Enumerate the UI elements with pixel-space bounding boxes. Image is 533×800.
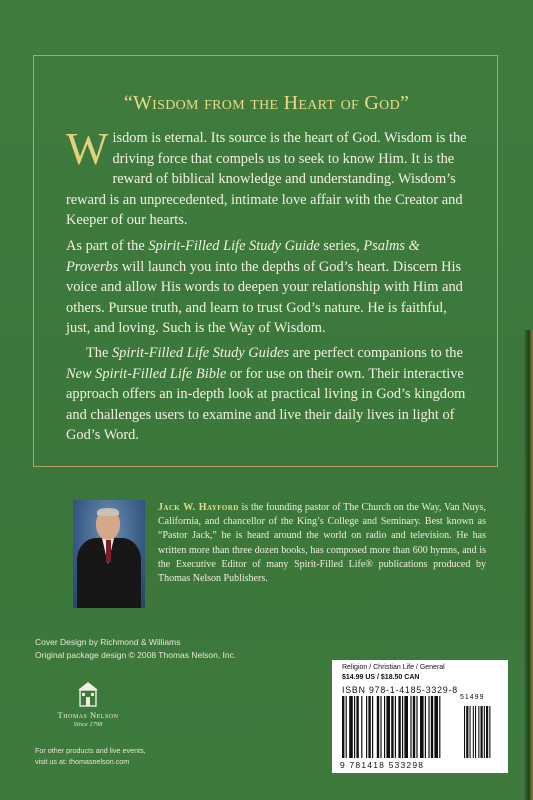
barcode-addon-number: 51499 <box>460 694 485 701</box>
quote-title: “Wisdom from the Heart of God” <box>123 92 410 114</box>
author-photo <box>73 500 145 608</box>
barcode-box <box>332 660 508 773</box>
isbn: ISBN 978-1-4185-3329-8 <box>342 685 458 695</box>
publisher-logo <box>46 681 130 728</box>
paragraph-intro: Wisdom is eternal. Its source is the heart of God. Wisdom is the driving force that compels us to seek to know Him. It is the reward of biblical knowledge and understanding. Wisdom’s reward is an unprecedented, intimate love affair with the Creator and Keeper of our hearts. <box>66 124 467 228</box>
barcode-bars <box>342 696 500 760</box>
book-category: Religion / Christian Life / General <box>342 664 445 671</box>
paragraph-series: As part of the Spirit-Filled Life Study Guide series, Psalms & Proverbs will launch you into the depths of God’s heart. Discern His voice and allow His words to deepen your relationship with Him and others. Pursue truth, and learn to trust God’s nature. He is faithful, just, and loving. Such is the Way of Wisdom. <box>66 238 463 336</box>
design-credits: Cover Design by Richmond & Williams Original package design © 2008 Thomas Nelson, Inc. <box>35 637 237 660</box>
drop-cap: W <box>66 124 109 174</box>
publisher-name: Thomas Nelson <box>57 710 119 720</box>
ean-number: 9 781418 533298 <box>340 760 425 770</box>
website-info: For other products and live events, visit us at: thomasnelson.com <box>35 746 146 766</box>
book-price: $14.99 US / $18.50 CAN <box>342 674 420 681</box>
publisher-since: Since 1798 <box>73 721 103 728</box>
paragraph-guides: The Spirit-Filled Life Study Guides are perfect companions to the New Spirit-Filled Life Bible or for use on their own. Their interactive approach offers an in-depth look at practical living in God’s kingdom and challenges users to examine and live their daily lives in light of God’s Word. <box>66 345 466 443</box>
author-bio: Jack W. Hayford is the founding pastor of The Church on the Way, Van Nuys, California, and chancellor of the King’s College and Seminary. Best known as “Pastor Jack,” he is heard around the world on radio and television. He has written more than three dozen books, has composed more than 600 hymns, and is the Executive Editor of many Spirit-Filled Life® publications produced by Thomas Nelson Publishers. <box>158 502 486 585</box>
author-name: Jack W. Hayford <box>158 502 239 513</box>
house-icon <box>77 681 99 707</box>
spine-edge <box>524 330 533 800</box>
